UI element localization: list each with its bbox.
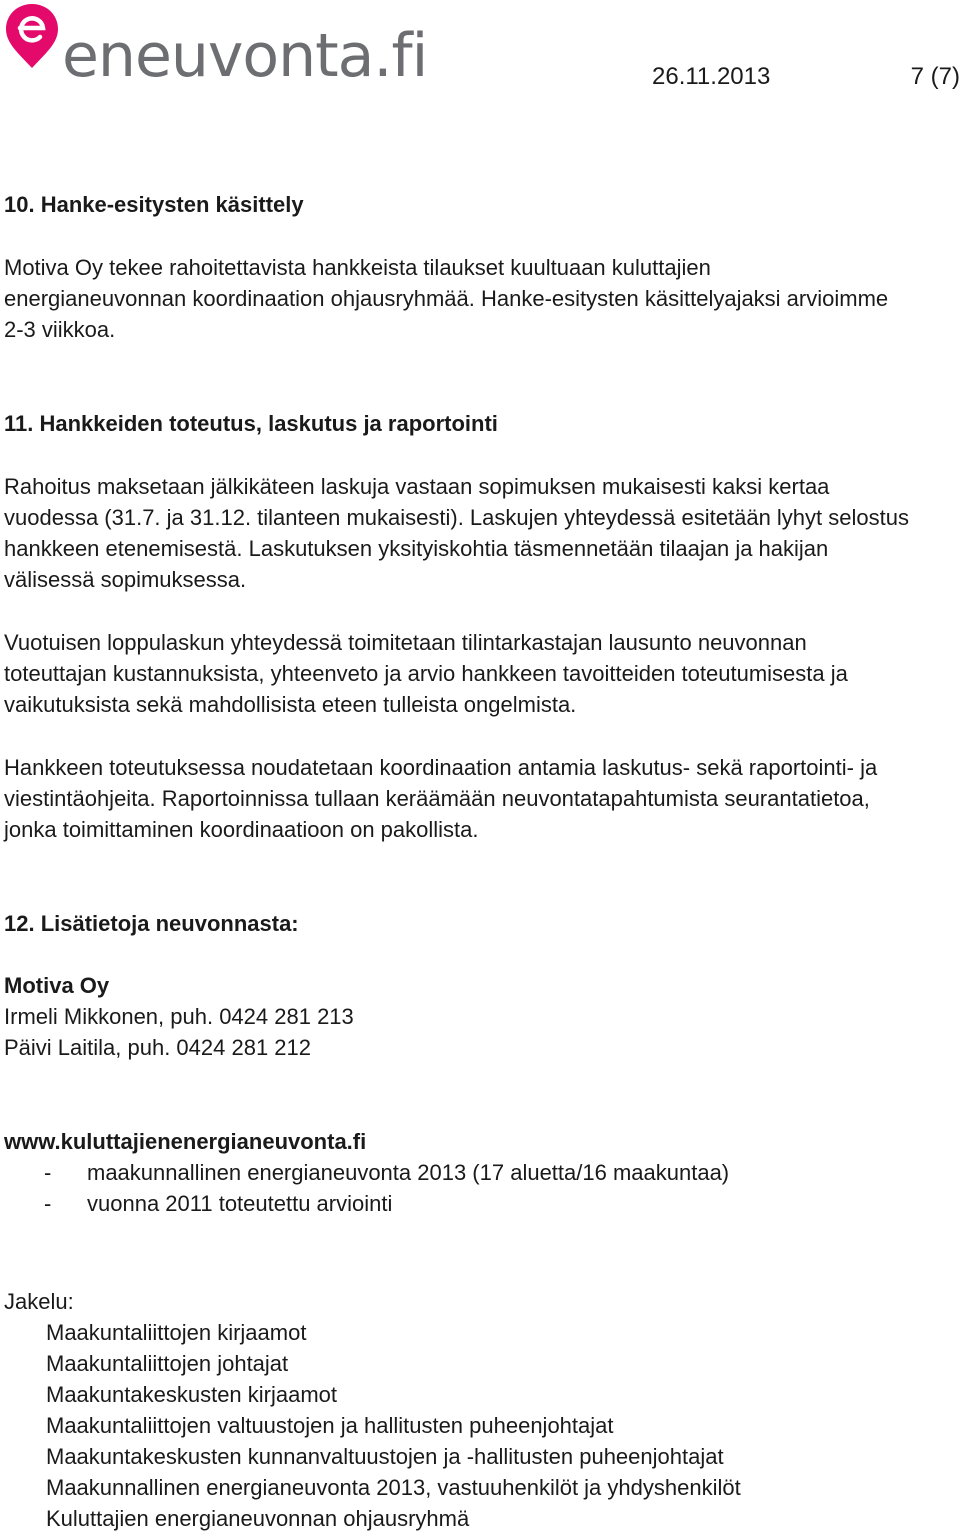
section-10-heading: 10. Hanke-esitysten käsittely xyxy=(4,192,304,217)
website-link[interactable]: www.kuluttajienenergianeuvonta.fi xyxy=(4,1129,367,1154)
bullet-item: maakunnallinen energianeuvonta 2013 (17 aluetta/16 maakuntaa) xyxy=(87,1160,730,1185)
distribution-item: Maakuntakeskusten kirjaamot xyxy=(46,1382,338,1407)
bullet-item: vuonna 2011 toteutettu arviointi xyxy=(87,1191,393,1216)
eneuvonta-logo xyxy=(4,2,428,94)
section-11-p1-line: välisessä sopimuksessa. xyxy=(4,567,247,592)
distribution-item: Maakunnallinen energianeuvonta 2013, vastuuhenkilöt ja yhdyshenkilöt xyxy=(46,1475,741,1500)
section-12-heading: 12. Lisätietoja neuvonnasta: xyxy=(4,911,299,936)
section-11-p2-line: toteuttajan kustannuksista, yhteenveto ja arvio hankkeen tavoitteiden toteutumisesta ja xyxy=(4,661,848,686)
section-10-line: 2-3 viikkoa. xyxy=(4,317,116,342)
bullet-dash: - xyxy=(44,1191,52,1216)
distribution-item: Kuluttajien energianeuvonnan ohjausryhmä xyxy=(46,1506,470,1531)
section-11-p3-line: viestintäohjeita. Raportoinnissa tullaan keräämään neuvontatapahtumista seurantatietoa, xyxy=(4,786,870,811)
section-11-heading: 11. Hankkeiden toteutus, laskutus ja raportointi xyxy=(4,411,498,436)
distribution-item: Maakuntaliittojen valtuustojen ja hallitusten puheenjohtajat xyxy=(46,1413,614,1438)
contact-person: Päivi Laitila, puh. 0424 281 212 xyxy=(4,1035,312,1060)
section-11-p3-line: jonka toimittaminen koordinaatioon on pakollista. xyxy=(4,817,479,842)
section-11-p2-line: Vuotuisen loppulaskun yhteydessä toimitetaan tilintarkastajan lausunto neuvonnan xyxy=(4,630,807,655)
distribution-item: Maakuntaliittojen kirjaamot xyxy=(46,1320,307,1345)
document-date: 26.11.2013 xyxy=(652,63,771,90)
logo-wordmark: eneuvonta.fi xyxy=(62,21,428,91)
section-11-p3-line: Hankkeen toteutuksessa noudatetaan koordinaation antamia laskutus- sekä raportointi- ja xyxy=(4,755,878,780)
distribution-label: Jakelu: xyxy=(4,1289,74,1314)
bullet-dash: - xyxy=(44,1160,52,1185)
distribution-item: Maakuntaliittojen johtajat xyxy=(46,1351,289,1376)
contact-person: Irmeli Mikkonen, puh. 0424 281 213 xyxy=(4,1004,354,1029)
distribution-item: Maakuntakeskusten kunnanvaltuustojen ja -hallitusten puheenjohtajat xyxy=(46,1444,724,1469)
section-10-line: Motiva Oy tekee rahoitettavista hankkeista tilaukset kuultuaan kuluttajien xyxy=(4,255,711,280)
section-10-line: energianeuvonnan koordinaation ohjausryhmää. Hanke-esitysten käsittelyajaksi arvioimme xyxy=(4,286,889,311)
section-11-p1-line: hankkeen etenemisestä. Laskutuksen yksityiskohtia täsmennetään tilaajan ja hakijan xyxy=(4,536,829,561)
section-11-p1-line: Rahoitus maksetaan jälkikäteen laskuja vastaan sopimuksen mukaisesti kaksi kertaa xyxy=(4,474,830,499)
page-number: 7 (7) xyxy=(910,63,960,90)
section-11-p1-line: vuodessa (31.7. ja 31.12. tilanteen mukaisesti). Laskujen yhteydessä esitetään lyhyt selostus xyxy=(4,505,909,530)
contact-organization: Motiva Oy xyxy=(4,973,110,998)
section-11-p2-line: vaikutuksista sekä mahdollisista eteen tulleista ongelmista. xyxy=(4,692,577,717)
logo-pin-icon xyxy=(4,2,60,82)
